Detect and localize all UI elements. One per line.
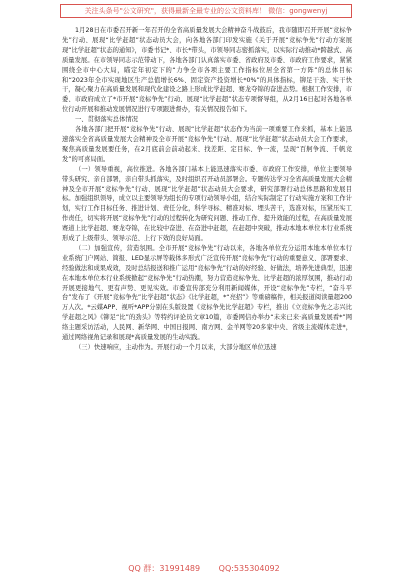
footer-contact	[0, 562, 408, 576]
watermark-banner: 关注头条号"公文研究"，获得最新全最专业的公文资料库！ 微信：gongwenyj	[60, 4, 352, 18]
section-heading: 一、贯彻落实总体情况	[75, 116, 138, 124]
qq-group-text: QQ 群：31991489	[128, 564, 201, 573]
paragraph-overview: 各地各部门把开展“竞标争先”行动、展现“比学赶超”状态作为当前一项重要工作来抓，基本上能迅速落实全省高质量发展大会精神及全市开展“竞标争先”行动、展现“比学赶超”状态动员大会工作要求，聚焦高质量发展要任务，在2月底前会前动起来、找差距、定目标、争一流，呈现“百舸争流、千帆竞发”的可喜局面。	[62, 126, 352, 163]
qq-number-text: QQ:535304092	[218, 564, 280, 573]
document-body	[62, 26, 352, 353]
paragraph-publicity: （二）加强宣传，营造氛围。全市开展“竞标争先”行动以来，各地各单位充分运用本地本单位本行业系统门户网站、简报、LED显示屏等载体多形式广泛宣传开展“竞标争先”行动的重要意义、部署要求、经验做法和成果成效，及时总结报送和推广运用“竞标争先”行动的好经验、好做法，培养先进典型，迅速在本地本单位本行业系统掀起“竞标争先”行动热潮，努力营造竞标争先、比学赶超的浓厚氛围，推动行动开展更接地气、更有声势、更见实效。市委宣传部充分利用新闻媒体，开设“竞标争先”专栏，“奋斗平台”发布了《开展“竞标争先”比学赶超”状态》《比学赶超，*“亮招”》等重磅稿件，相关报道阅读量超200万人次。*云媒APP、视听*APP分别在头版设置《竞标争先比学赶超》专栏，推出《立竞标争先之志兴比学赶超之风》《铆足“比”的劲头》等特约评论员文章10篇，市委网信办举办“未来已来·高质量发展看*”网络主题采访活动，人民网、新华网、中国日报网、南方网、金羊网等20多家中央、省级主流媒体走进*，通过网络视角记录和展现*高质量发展的生动实践。	[62, 244, 352, 342]
paragraph-response: （三）快速响应，主动作为。开展行动一个月以来，大部分地区单位迅速	[75, 344, 277, 351]
paragraph-intro: 1月28日在市委召开新一年召开的全省高质量发展大会精神奋斗战鼓后，我市随即召开开展“竞标争先”行动、展现“比学赶超”状态动员大会，向各地各部门印发实施《关于开展“竞标争先”行动方案展现“比学赶超”状态的通知》，市委书记*、市长*带头，市领导同志密抓落实，以实际行动推动*跨越式、高质量发展。在市领导同志示范带动下，各地各部门认真落实市委、省政府及市委、市政府工作要求，紧紧围绕全市中心大局，瞄定年初定下的“力争全市各项主要工作指标位居全省第一方阵”的总体目标和“2023年全市实现地区生产总值增长6%、固定资产投资增长*0%”的具体指标，铆足干劲、实干快干，凝心聚力在高质量发展和现代化建设之路上形成比学赶超、赛龙夺锦的奋进态势。根据工作安排，市委、市政府成立了*市开展“竞标争先”行动、展现“比学赶超”状态专项督导组，从2月16日起对各地各单位行动开展和推动发展情况进行专项跟进督办，有关情况报告如下。	[62, 27, 352, 114]
paragraph-leadership: （一）领导重视，高位推进。各地各部门基本上能迅速落实市委、市政府工作安排，单位主要领导带头研究、亲自部署，亲自带头抓落实，及时组织召开动员部署会。专题传达学习全省高质量发展大会精神及全市开展“竞标争先”行动、展现“比学赶超”状态动员大会要求，研究部署行动总体思路和发展目标。加强组织领导，成立以主要领导为组长的专项行动领导小组，结合实际制定了行动实施方案和工作计划，实行工作目标任务、推进计划、责任分化，科学寻标、精准对标、埋头苦干，选准对标，压紧压实工作责任，切实将开展“竞标争先”行动的过程转化为研究问题、推动工作、提升效能的过程，在高质量发展赛道上比学赶超、赛龙夺锦，在比较中奋进、在奋进中赶超，在赶超中突破，推动本地本单位本行业系统形成了上级带头、领导示范、上行下效的良好局面。	[62, 165, 352, 243]
